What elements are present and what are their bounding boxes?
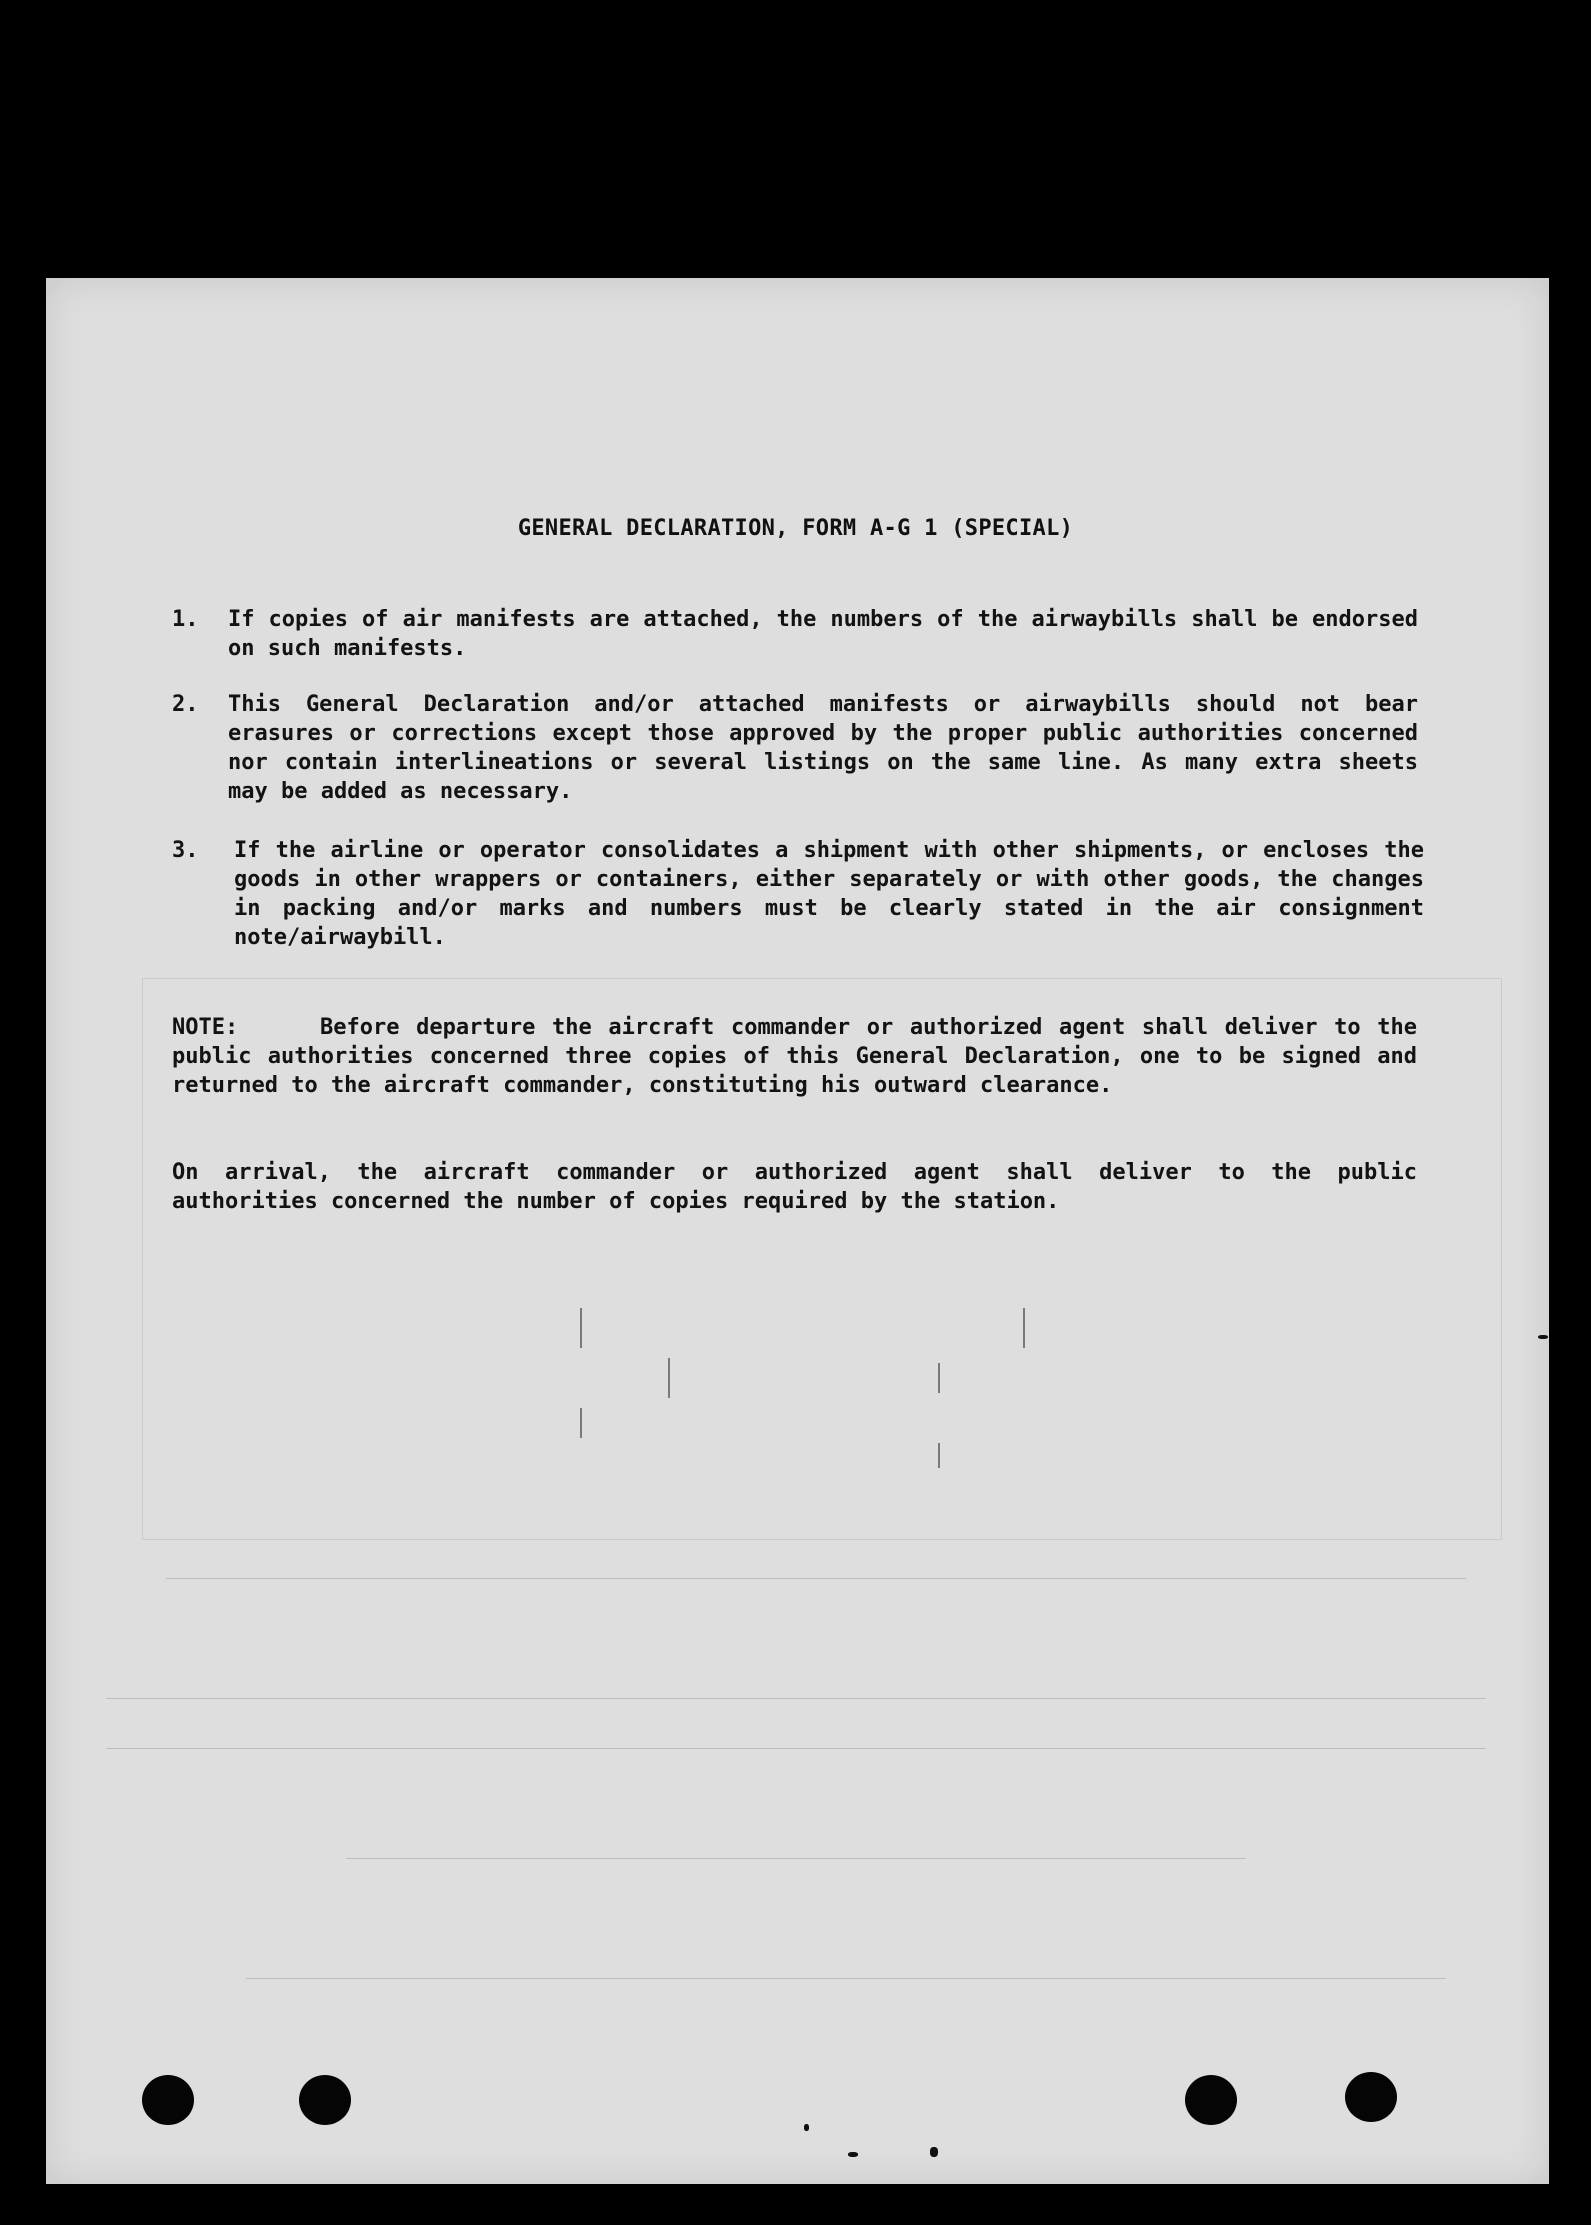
bleed-through-mark bbox=[668, 1358, 670, 1398]
bleed-through-line bbox=[166, 1578, 1466, 1579]
speck bbox=[1538, 1335, 1548, 1339]
bleed-through-line bbox=[106, 1748, 1486, 1749]
list-item-number: 1. bbox=[172, 607, 199, 632]
list-item-number: 2. bbox=[172, 692, 199, 717]
punch-hole bbox=[299, 2075, 351, 2125]
arrival-paragraph: On arrival, the aircraft commander or authorized agent shall deliver to the public authorities concerned the number of copies required by the station. bbox=[172, 1160, 1417, 1214]
note-label: NOTE: bbox=[172, 1015, 239, 1040]
list-item-text: This General Declaration and/or attached manifests or airwaybills should not bear erasures or corrections except those approved by the proper public authorities concerned nor contain interlineations or several listings on the same line. As many extra sheets may be added as necessary. bbox=[228, 692, 1418, 804]
bleed-through-line bbox=[346, 1858, 1246, 1859]
note-text: Before departure the aircraft commander or authorized agent shall deliver to the public authorities concerned three copies of this General Declaration, one to be signed and returned to the aircraft commander, constituting his outward clearance. bbox=[172, 1015, 1417, 1098]
bleed-through-mark bbox=[938, 1363, 940, 1393]
list-item-2 bbox=[172, 690, 1422, 810]
speck bbox=[930, 2147, 938, 2157]
document-page bbox=[46, 278, 1549, 2184]
note-paragraph bbox=[172, 1013, 1417, 1100]
punch-hole bbox=[142, 2075, 194, 2125]
bleed-through-mark bbox=[580, 1308, 582, 1348]
list-item-1 bbox=[172, 605, 1422, 665]
punch-hole bbox=[1185, 2075, 1237, 2125]
punch-hole bbox=[1345, 2072, 1397, 2122]
document-title: GENERAL DECLARATION, FORM A-G 1 (SPECIAL) bbox=[517, 516, 1074, 541]
bleed-through-mark bbox=[938, 1443, 940, 1468]
speck bbox=[804, 2124, 809, 2131]
speck bbox=[848, 2152, 858, 2157]
bleed-through-mark bbox=[1023, 1308, 1025, 1348]
bleed-through-line bbox=[106, 1698, 1486, 1699]
list-item-3 bbox=[172, 836, 1428, 956]
list-item-text: If the airline or operator consolidates a shipment with other shipments, or encloses the goods in other wrappers or containers, either separately or with other goods, the changes in packing and/or marks and numbers must be clearly stated in the air consignment note/airwaybill. bbox=[234, 838, 1424, 950]
bleed-through-mark bbox=[580, 1408, 582, 1438]
list-item-text: If copies of air manifests are attached, the numbers of the airwaybills shall be endorsed on such manifests. bbox=[228, 607, 1418, 661]
bleed-through-line bbox=[246, 1978, 1446, 1979]
list-item-number: 3. bbox=[172, 838, 199, 863]
